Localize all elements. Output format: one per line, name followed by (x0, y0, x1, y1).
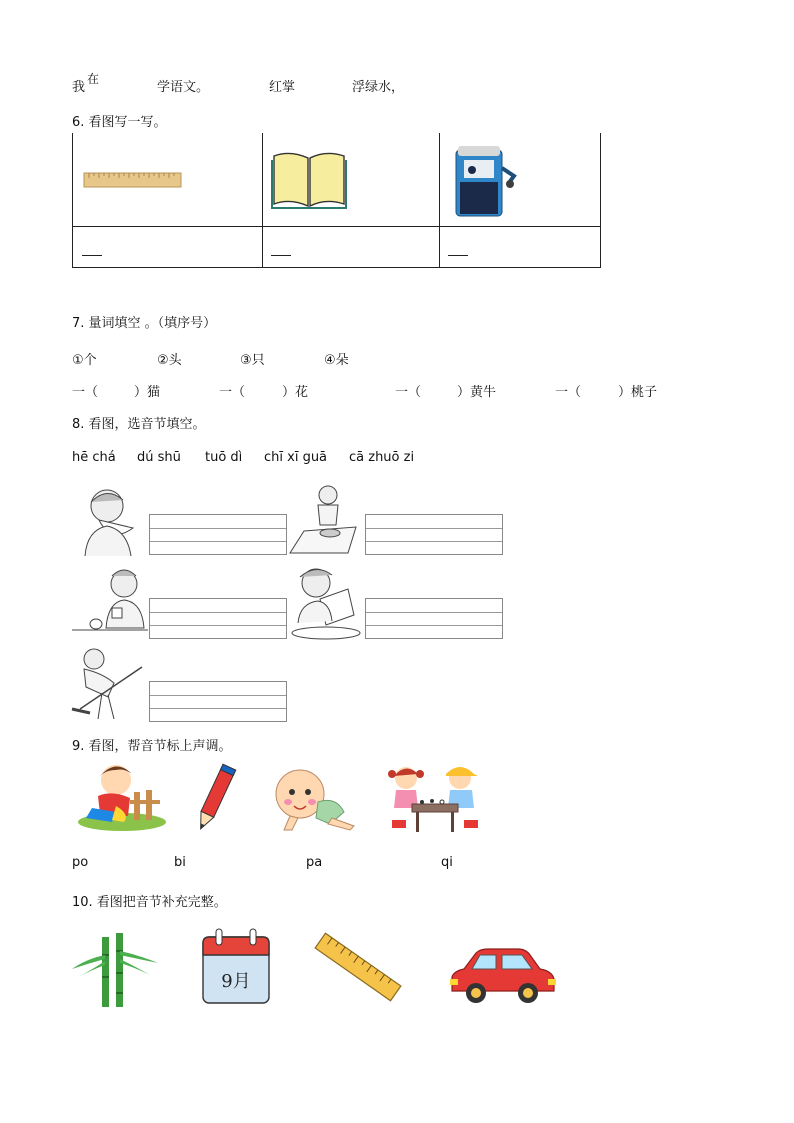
q7-blank-2-suffix: ）花 (282, 385, 309, 400)
q9-syllable-bi: bi (174, 855, 186, 870)
q7-blank-3-prefix: 一（ (395, 385, 422, 400)
pencil-sharpener-icon (450, 142, 522, 218)
q10-title: 10. 看图把音节补充完整。 (72, 895, 227, 910)
q8-title: 8. 看图，选音节填空。 (72, 417, 206, 432)
q7-title: 7. 量词填空 。（填序号） (72, 316, 217, 331)
q7-option-3: ③只 (240, 353, 265, 368)
q8-syllable-5: cā zhuō zi (349, 450, 415, 465)
q6-title: 6. 看图写一写。 (72, 115, 167, 130)
q7-option-4: ④朵 (324, 353, 349, 368)
q9-syllable-po: po (72, 855, 89, 870)
q9-syllable-pa: pa (306, 855, 323, 870)
q8-writing-box-4[interactable] (365, 598, 503, 639)
q8-syllable-2: dú shū (137, 450, 181, 465)
text-wo: 我 (72, 80, 86, 95)
playing-chess-icon (388, 764, 482, 834)
book-icon (272, 150, 346, 210)
q7-option-2: ②头 (157, 353, 182, 368)
q6-answer-1[interactable] (82, 255, 102, 256)
q8-syllable-4: chī xī guā (264, 450, 328, 465)
reading-book-icon (290, 563, 362, 639)
calendar-icon (202, 927, 272, 1005)
q8-syllable-3: tuō dì (205, 450, 243, 465)
q7-blank-2-prefix: 一（ (219, 385, 246, 400)
q7-blank-1-suffix: ）猫 (134, 385, 161, 400)
text-xue-yuwen: 学语文。 (157, 80, 210, 95)
q9-title: 9. 看图，帮音节标上声调。 (72, 739, 232, 754)
text-zai: 在 (87, 72, 100, 86)
q7-option-1: ①个 (72, 353, 97, 368)
text-hong-zhang: 红掌 (269, 80, 296, 95)
q7-blank-4-prefix: 一（ (555, 385, 582, 400)
climbing-boy-icon (72, 762, 168, 832)
ruler-diagonal-icon (316, 930, 400, 1004)
car-icon (448, 945, 558, 1005)
q7-blank-1-prefix: 一（ (72, 385, 99, 400)
q6-answer-3[interactable] (448, 255, 468, 256)
q9-syllable-qi: qi (441, 855, 453, 870)
crawling-baby-icon (270, 766, 356, 832)
wiping-table-icon (290, 483, 362, 555)
pencil-icon (192, 762, 238, 834)
drinking-tea-icon (72, 566, 148, 638)
q8-writing-box-1[interactable] (149, 514, 287, 555)
bamboo-icon (72, 933, 158, 1007)
q8-syllable-1: hē chá (72, 450, 116, 465)
q8-writing-box-5[interactable] (149, 681, 287, 722)
ruler-icon (84, 171, 182, 189)
q7-blank-4-suffix: ）桃子 (618, 385, 658, 400)
q8-writing-box-3[interactable] (149, 598, 287, 639)
calendar-text: 9月 (221, 971, 251, 992)
q8-writing-box-2[interactable] (365, 514, 503, 555)
text-fu-lv-shui: 浮绿水， (352, 80, 405, 95)
q6-answer-2[interactable] (271, 255, 291, 256)
mopping-floor-icon (72, 647, 148, 723)
eating-watermelon-icon (77, 484, 147, 556)
q7-blank-3-suffix: ）黄牛 (457, 385, 497, 400)
